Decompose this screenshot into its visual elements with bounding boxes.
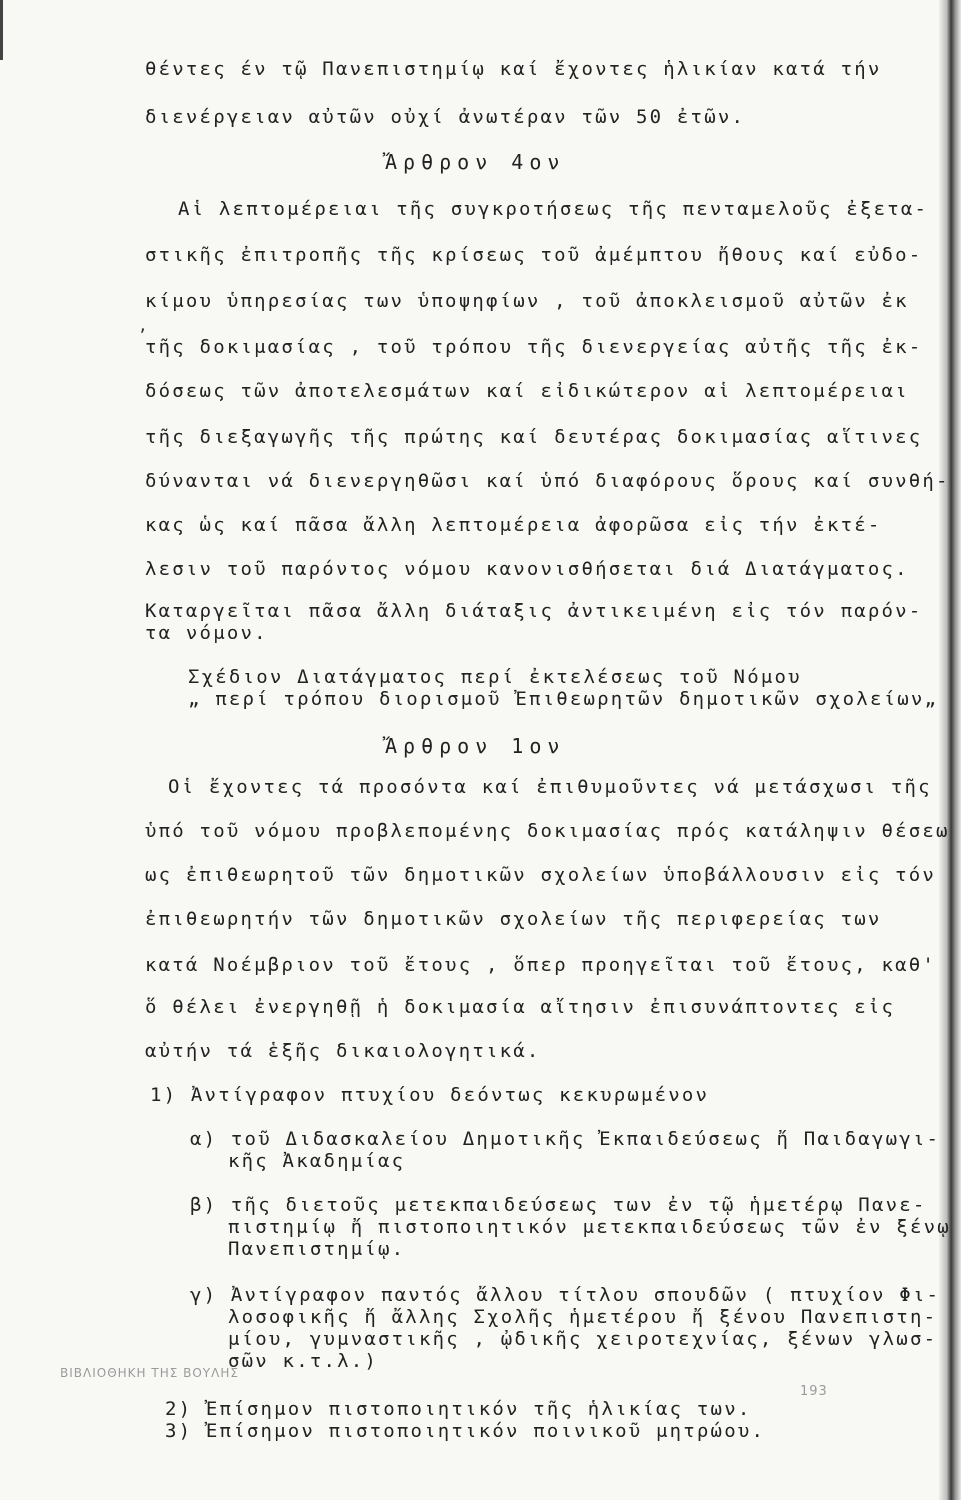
list-subitem: πιστημίῳ ἤ πιστοποιητικόν μετεκπαιδεύσεως τῶν ἐν ξένῳ [228, 1216, 951, 1238]
scan-binding-edge [939, 0, 961, 1500]
list-subitem: λοσοφικῆς ἤ ἄλλης Σχολῆς ἡμετέρου ἤ ξένου Πανεπιστη- [228, 1306, 938, 1328]
list-item: 3) Ἐπίσημον πιστοποιητικόν ποινικοῦ μητρώου. [165, 1420, 766, 1442]
text-line: Καταργεῖται πᾶσα ἄλλη διάταξις ἀντικειμένη εἰς τόν παρόν- [145, 600, 923, 622]
text-line: Αἱ λεπτομέρειαι τῆς συγκροτήσεως τῆς πενταμελοῦς ἐξετα- [178, 198, 929, 220]
list-subitem: α) τοῦ Διδασκαλείου Δημοτικῆς Ἐκπαιδεύσεως ἤ Παιδαγωγι- [190, 1128, 941, 1150]
list-subitem: γ) Ἀντίγραφον παντός ἄλλου τίτλου σπουδῶν ( πτυχίον Φι- [190, 1284, 941, 1306]
text-line: τῆς διεξαγωγῆς τῆς πρώτης καί δευτέρας δοκιμασίας αἵτινες [145, 426, 923, 448]
list-subitem: Πανεπιστημίῳ. [228, 1238, 406, 1260]
text-line: κίμου ὑπηρεσίας των ὑποψηφίων , τοῦ ἀποκλεισμοῦ αὐτῶν ἐκ [145, 290, 909, 312]
article-heading: Ἄρθρον 4ον [385, 150, 566, 174]
page-number: 193 [800, 1384, 828, 1399]
text-line: ως ἐπιθεωρητοῦ τῶν δημοτικῶν σχολείων ὑποβάλλουσιν εἰς τόν [145, 864, 937, 886]
library-stamp: ΒΙΒΛΙΟΘΗΚΗ ΤΗΣ ΒΟΥΛΗΣ [60, 1366, 239, 1380]
list-subitem: σῶν κ.τ.λ.) [228, 1350, 379, 1372]
text-line: κας ὡς καί πᾶσα ἄλλη λεπτομέρεια ἀφορῶσα εἰς τήν ἐκτέ- [145, 514, 882, 536]
text-line: ὅ θέλει ἐνεργηθῇ ἡ δοκιμασία αἴτησιν ἐπισυνάπτοντες εἰς [145, 996, 896, 1018]
text-line: Οἱ ἔχοντες τά προσόντα καί ἐπιθυμοῦντες νά μετάσχωσι τῆς [168, 776, 932, 798]
decree-subtitle: „ περί τρόπου διορισμοῦ Ἐπιθεωρητῶν δημοτικῶν σχολείων„ [188, 688, 939, 710]
text-line: θέντες έν τῷ Πανεπιστημίῳ καί ἔχοντες ἡλικίαν κατά τήν [145, 58, 882, 80]
list-subitem: β) τῆς διετοῦς μετεκπαιδεύσεως των ἐν τῷ ἡμετέρῳ Πανε- [190, 1194, 927, 1216]
list-subitem: κῆς Ἀκαδημίας [228, 1150, 406, 1172]
text-line: τα νόμον. [145, 622, 268, 644]
margin-mark: , [138, 316, 148, 335]
text-line: τῆς δοκιμασίας , τοῦ τρόπου τῆς διενεργείας αὐτῆς τῆς ἐκ- [145, 336, 923, 358]
text-line: δόσεως τῶν ἀποτελεσμάτων καί εἰδικώτερον αἱ λεπτομέρειαι [145, 380, 909, 402]
text-line: κατά Νοέμβριον τοῦ ἔτους , ὅπερ προηγεῖται τοῦ ἔτους, καθ' [145, 954, 937, 976]
text-line: στικῆς ἐπιτροπῆς τῆς κρίσεως τοῦ ἀμέμπτου ἤθους καί εὐδο- [145, 244, 923, 266]
text-line: διενέργειαν αὐτῶν οὐχί ἀνωτέραν τῶν 50 ἐτῶν. [145, 106, 746, 128]
text-line: δύνανται νά διενεργηθῶσι καί ὑπό διαφόρους ὅρους καί συνθή- [145, 470, 950, 492]
scan-edge-mark [0, 0, 3, 60]
article-heading: Ἄρθρον 1ον [385, 734, 566, 758]
text-line: ὑπό τοῦ νόμου προβλεπομένης δοκιμασίας πρός κατάληψιν θέσεω [145, 820, 950, 842]
list-subitem: μίου, γυμναστικῆς , ᾠδικῆς χειροτεχνίας, ξένων γλωσ- [228, 1328, 938, 1350]
list-item: 1) Ἀντίγραφον πτυχίου δεόντως κεκυρωμένον [150, 1084, 710, 1106]
text-line: αὐτήν τά ἑξῆς δικαιολογητικά. [145, 1040, 541, 1062]
list-item: 2) Ἐπίσημον πιστοποιητικόν τῆς ἡλικίας των. [165, 1398, 752, 1420]
text-line: ἐπιθεωρητήν τῶν δημοτικῶν σχολείων τῆς περιφερείας των [145, 908, 882, 930]
decree-title: Σχέδιον Διατάγματος περί ἐκτελέσεως τοῦ Νόμου [188, 666, 802, 688]
text-line: λεσιν τοῦ παρόντος νόμου κανονισθήσεται διά Διατάγματος. [145, 558, 909, 580]
